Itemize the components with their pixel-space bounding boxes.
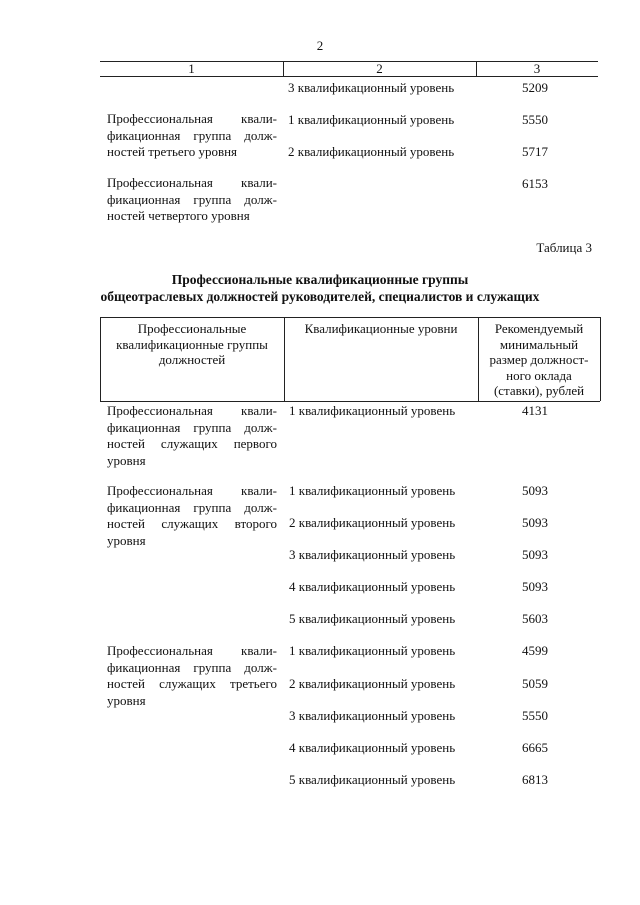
table3-level: 4 квалификационный уровень xyxy=(289,579,456,594)
table3-title-line1: Профессиональные квалификационные группы xyxy=(171,272,469,287)
table3-group-first xyxy=(107,403,277,469)
table2-group-fourth xyxy=(107,175,277,225)
table3-right-border xyxy=(600,317,601,401)
table2-group-third xyxy=(107,111,277,161)
group-line: Профессиональная квали- xyxy=(107,175,277,190)
table3-level: 2 квалификационный уровень xyxy=(289,676,456,691)
table3-level: 3 квалификационный уровень xyxy=(289,547,456,562)
table3-level: 4 квалификационный уровень xyxy=(289,740,456,755)
group-line: фикационная группа долж- xyxy=(107,659,277,675)
group-line: фикационная группа долж- xyxy=(107,127,277,143)
table3-level: 5 квалификационный уровень xyxy=(289,772,456,787)
table3-title-line2: общеотраслевых должностей руководителей, специалистов и служащих xyxy=(100,289,540,304)
header-line: должностей xyxy=(158,352,226,367)
table3-salary: 6665 xyxy=(522,740,548,755)
header-line: квалификационные группы xyxy=(116,336,268,352)
table2-salary: 5550 xyxy=(522,112,548,127)
table3-salary: 5093 xyxy=(522,579,548,594)
header-line: Квалификационные уровни xyxy=(304,321,458,336)
table3-salary: 4599 xyxy=(522,643,548,658)
group-line: ностей служащих второго xyxy=(107,516,277,531)
table2-level: 2 квалификационный уровень xyxy=(288,144,455,159)
page-number: 2 xyxy=(316,38,324,53)
table2-salary: 5717 xyxy=(522,144,548,159)
table3-level: 1 квалификационный уровень xyxy=(289,643,456,658)
group-line: Профессиональная квали- xyxy=(107,643,277,658)
header-line: ного оклада xyxy=(506,367,572,383)
group-line: фикационная группа долж- xyxy=(107,419,277,435)
table3-salary: 5603 xyxy=(522,611,548,626)
group-line: уровня xyxy=(107,692,146,708)
table2-salary: 5209 xyxy=(522,80,548,95)
table2-level: 1 квалификационный уровень xyxy=(288,112,455,127)
group-line: ностей служащих третьего xyxy=(107,676,277,691)
group-line: ностей третьего уровня xyxy=(107,144,238,159)
header-line: (ставки), рублей xyxy=(493,383,585,398)
group-line: Профессиональная квали- xyxy=(107,403,277,418)
table3-group-second xyxy=(107,483,277,549)
table3-salary: 5550 xyxy=(522,708,548,723)
table2-level: 3 квалификационный уровень xyxy=(288,80,455,95)
group-line: ностей четвертого уровня xyxy=(107,208,250,223)
table3-salary: 5059 xyxy=(522,676,548,691)
table3-level: 1 квалификационный уровень xyxy=(289,483,456,498)
table2-header-col2: 2 xyxy=(376,61,383,76)
table3-header-border xyxy=(100,401,600,402)
table3-group-third xyxy=(107,643,277,709)
group-line: ностей служащих первого xyxy=(107,436,277,451)
table2-salary: 6153 xyxy=(522,176,548,191)
table3-top-border xyxy=(100,317,600,318)
table3-level: 5 квалификационный уровень xyxy=(289,611,456,626)
table3-level: 1 квалификационный уровень xyxy=(289,403,456,418)
table2-header-col3: 3 xyxy=(533,61,541,76)
group-line: уровня xyxy=(107,532,146,548)
group-line: уровня xyxy=(107,452,146,468)
table3-level: 2 квалификационный уровень xyxy=(289,515,456,530)
table3-header-col3 xyxy=(478,321,600,399)
group-line: Профессиональная квали- xyxy=(107,111,277,126)
header-line: Профессиональные xyxy=(137,321,247,336)
table2-header-col1: 1 xyxy=(188,61,195,76)
table3-level: 3 квалификационный уровень xyxy=(289,708,456,723)
group-line: фикационная группа долж- xyxy=(107,499,277,515)
table3-salary: 5093 xyxy=(522,547,548,562)
group-line: фикационная группа долж- xyxy=(107,191,277,207)
table3-label: Таблица 3 xyxy=(536,240,592,255)
table3-salary: 5093 xyxy=(522,483,548,498)
table3-header-col1 xyxy=(100,321,284,368)
group-line: Профессиональная квали- xyxy=(107,483,277,498)
header-line: Рекомендуемый xyxy=(494,321,584,336)
table3-salary: 5093 xyxy=(522,515,548,530)
table3-salary: 4131 xyxy=(522,403,548,418)
table3-header-col2 xyxy=(284,321,478,337)
table3-salary: 6813 xyxy=(522,772,548,787)
header-line: минимальный xyxy=(499,336,579,352)
header-line: размер должност- xyxy=(489,352,589,367)
